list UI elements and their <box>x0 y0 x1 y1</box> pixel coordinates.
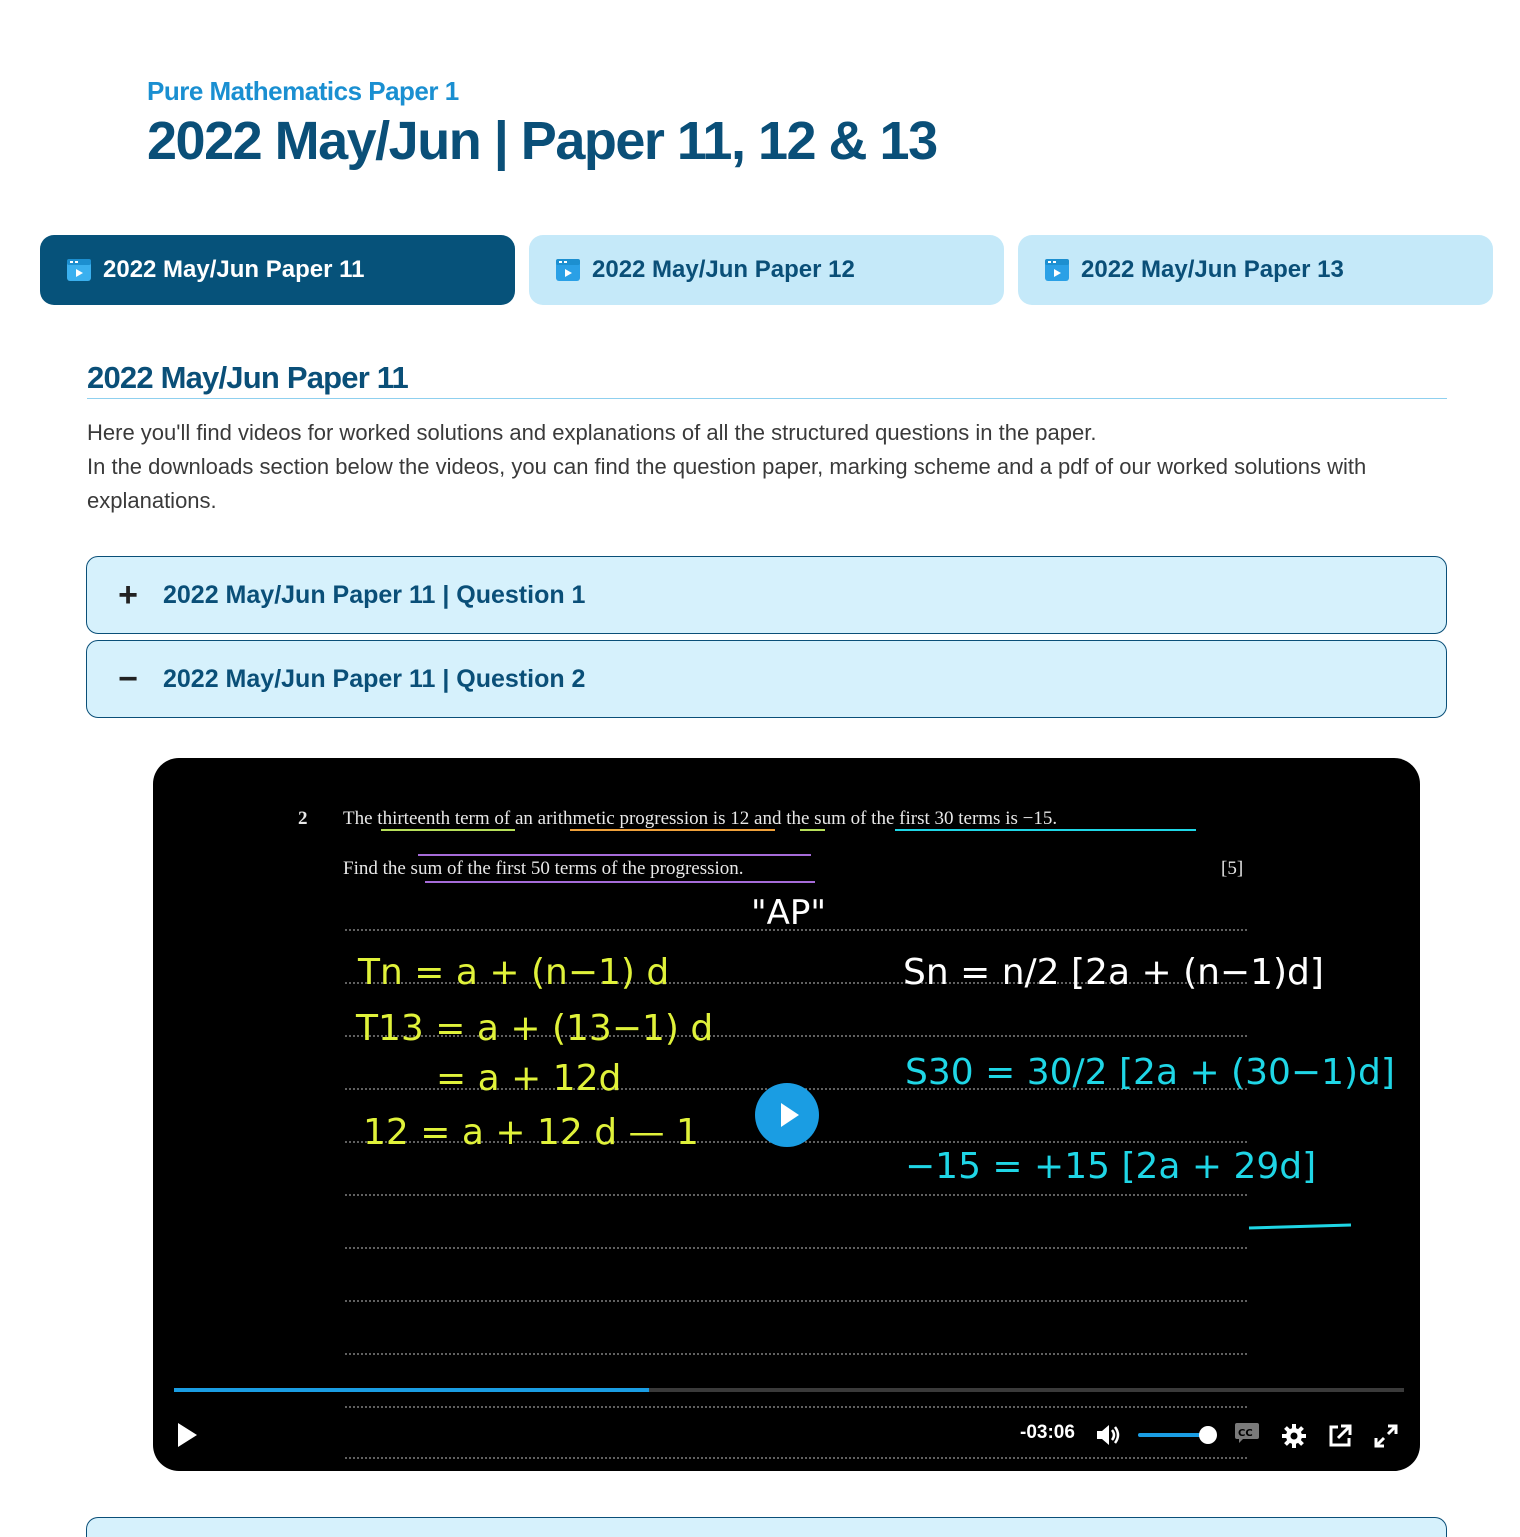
question-number: 2 <box>298 808 308 829</box>
accordion-label: 2022 May/Jun Paper 11 | Question 1 <box>163 580 586 609</box>
tab-label: 2022 May/Jun Paper 11 <box>103 256 365 283</box>
handwritten-ap-note: "AP" <box>751 893 827 933</box>
working-line: −15 = +15 [2a + 29d] <box>905 1146 1317 1187</box>
popout-icon[interactable] <box>1327 1423 1353 1449</box>
question-marks: [5] <box>1221 858 1244 879</box>
accordion-next-edge[interactable] <box>86 1517 1447 1537</box>
course-subtitle: Pure Mathematics Paper 1 <box>147 76 459 106</box>
video-window-icon <box>66 258 92 282</box>
working-line: T13 = a + (13−1) d <box>356 1008 714 1049</box>
video-window-icon <box>1044 258 1070 282</box>
handwritten-left-working <box>355 952 713 1153</box>
handwritten-right-working <box>903 952 1324 993</box>
settings-icon[interactable] <box>1281 1423 1307 1449</box>
svg-text:CC: CC <box>1238 1428 1253 1439</box>
paper-tabs <box>40 235 1493 305</box>
accordion-label: 2022 May/Jun Paper 11 | Question 2 <box>163 664 586 693</box>
tab-label: 2022 May/Jun Paper 13 <box>1081 256 1344 283</box>
section-description <box>87 416 1407 518</box>
tab-paper-13[interactable] <box>1018 235 1493 305</box>
progress-fill <box>174 1388 649 1392</box>
answer-underline <box>1249 1225 1351 1228</box>
big-play-button[interactable] <box>755 1083 819 1147</box>
working-line: S30 = 30/2 [2a + (30−1)d] <box>905 1052 1395 1093</box>
volume-knob[interactable] <box>1199 1426 1217 1444</box>
question-line-1: The thirteenth term of an arithmetic progression is 12 and the sum of the first 30 terms is −15. <box>343 808 1058 829</box>
tab-paper-11[interactable] <box>40 235 515 305</box>
handwritten-right-working-cyan <box>905 1052 1395 1187</box>
video-player[interactable] <box>153 758 1420 1471</box>
working-line: Sn = n/2 [2a + (n−1)d] <box>903 952 1324 993</box>
volume-icon[interactable] <box>1095 1423 1123 1447</box>
working-line: Tn = a + (n−1) d <box>358 952 670 993</box>
progress-bar[interactable] <box>174 1388 1404 1392</box>
section-title: 2022 May/Jun Paper 11 <box>87 360 1447 399</box>
tab-label: 2022 May/Jun Paper 12 <box>592 256 855 283</box>
accordion-question-2[interactable] <box>86 640 1447 718</box>
fullscreen-icon[interactable] <box>1373 1423 1399 1449</box>
working-line: = a + 12d <box>436 1058 622 1099</box>
description-line: In the downloads section below the videos, you can find the question paper, marking scheme and a pdf of our worked solutions with explanations. <box>87 454 1367 513</box>
video-window-icon <box>555 258 581 282</box>
description-line: Here you'll find videos for worked solutions and explanations of all the structured questions in the paper. <box>87 420 1097 445</box>
minus-icon: − <box>118 660 138 698</box>
volume-slider[interactable] <box>1138 1433 1208 1437</box>
time-remaining: -03:06 <box>1020 1422 1075 1443</box>
tab-paper-12[interactable] <box>529 235 1004 305</box>
play-icon[interactable] <box>175 1421 199 1449</box>
captions-icon[interactable] <box>1234 1422 1260 1444</box>
question-line-2: Find the sum of the first 50 terms of the progression. <box>343 858 744 879</box>
working-line: 12 = a + 12 d — 1 <box>363 1112 699 1153</box>
page-title: 2022 May/Jun | Paper 11, 12 & 13 <box>147 111 937 171</box>
plus-icon: + <box>118 576 138 614</box>
accordion-question-1[interactable] <box>86 556 1447 634</box>
